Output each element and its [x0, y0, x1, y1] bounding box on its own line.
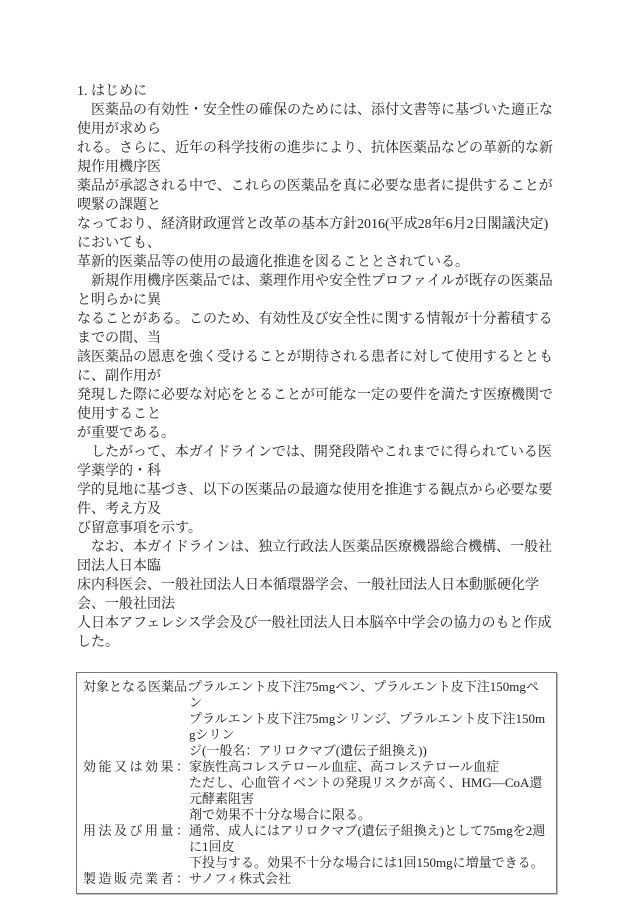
drug-info-row	[83, 871, 551, 887]
field-value-line: サノフィ株式会社	[189, 871, 292, 886]
field-value-line: プラルエント皮下注75mgペン、プラルエント皮下注150mgペン	[189, 679, 539, 710]
field-label: 対象となる医薬品：	[83, 679, 201, 694]
paragraph-line: 該医薬品の恩恵を強く受けることが期待される患者に対して使用するとともに、副作用が	[77, 350, 553, 384]
field-value-line: 剤で効果不十分な場合に限る。	[189, 807, 372, 822]
field-value	[189, 759, 551, 823]
field-value-line: 通常、成人にはアリロクマブ(遺伝子組換え)として75mgを2週に1回皮	[189, 823, 546, 854]
drug-info-row	[83, 823, 551, 871]
section-heading: 1. はじめに	[77, 84, 147, 99]
field-value-line: ただし、心血管イベントの発現リスクが高く、HMG―CoA還元酵素阻害	[189, 775, 543, 806]
drug-info-box	[76, 672, 557, 894]
drug-info-row	[83, 759, 551, 823]
field-value-line: 家族性高コレステロール血症、高コレステロール血症	[189, 759, 500, 774]
document-page	[77, 82, 555, 894]
paragraph-line: なお、本ガイドラインは、独立行政法人医薬品医療機器総合機構、一般社団法人日本臨	[77, 540, 553, 574]
field-value-line: プラルエント皮下注75mgシリンジ、プラルエント皮下注150mgシリン	[189, 711, 546, 742]
paragraph-line: 発現した際に必要な対応をとることが可能な一定の要件を満たす医療機関で使用すること	[77, 388, 553, 422]
body-text	[77, 101, 555, 652]
paragraph-line: 床内科医会、一般社団法人日本循環器学会、一般社団法人日本動脈硬化学会、一般社団法	[77, 578, 539, 612]
field-value-line: 下投与する。効果不十分な場合には1回150mgに増量できる。	[189, 855, 544, 870]
paragraph-line: したがって、本ガイドラインでは、開発段階やこれまでに得られている医学薬学的・科	[77, 445, 552, 479]
field-value	[189, 823, 551, 871]
paragraph-line: 学的見地に基づき、以下の医薬品の最適な使用を推進する観点から必要な要件、考え方及	[77, 483, 553, 517]
paragraph-line: 新規作用機序医薬品では、薬理作用や安全性プロファイルが既存の医薬品と明らかに異	[77, 274, 553, 308]
drug-info-row	[83, 679, 551, 759]
paragraph-line: なることがある。このため、有効性及び安全性に関する情報が十分蓄積するまでの間、当	[77, 312, 553, 346]
paragraph-line: 革新的医薬品等の使用の最適化推進を図ることとされている。	[77, 255, 469, 270]
paragraph-line: 医薬品の有効性・安全性の確保のためには、添付文書等に基づいた適正な使用が求めら	[77, 103, 553, 137]
field-label: 用法及び用量：	[83, 823, 189, 838]
paragraph-line: び留意事項を示す。	[77, 521, 202, 536]
paragraph-line: れる。さらに、近年の科学技術の進歩により、抗体医薬品などの革新的な新規作用機序医	[77, 141, 553, 175]
field-label: 製造販売業者：	[83, 871, 189, 886]
field-value	[189, 679, 551, 759]
paragraph-line: が重要である。	[77, 426, 175, 441]
field-value-line: ジ(一般名：アリロクマブ(遺伝子組換え))	[189, 743, 427, 758]
field-label: 効能又は効果：	[83, 759, 189, 774]
field-value	[189, 871, 551, 887]
paragraph-line: 薬品が承認される中で、これらの医薬品を真に必要な患者に提供することが喫緊の課題と	[77, 179, 553, 213]
paragraph-line: 人日本アフェレシス学会及び一般社団法人日本脳卒中学会の協力のもと作成した。	[77, 616, 552, 650]
paragraph-line: なっており、経済財政運営と改革の基本方針2016(平成28年6月2日閣議決定)においても、	[77, 217, 549, 251]
